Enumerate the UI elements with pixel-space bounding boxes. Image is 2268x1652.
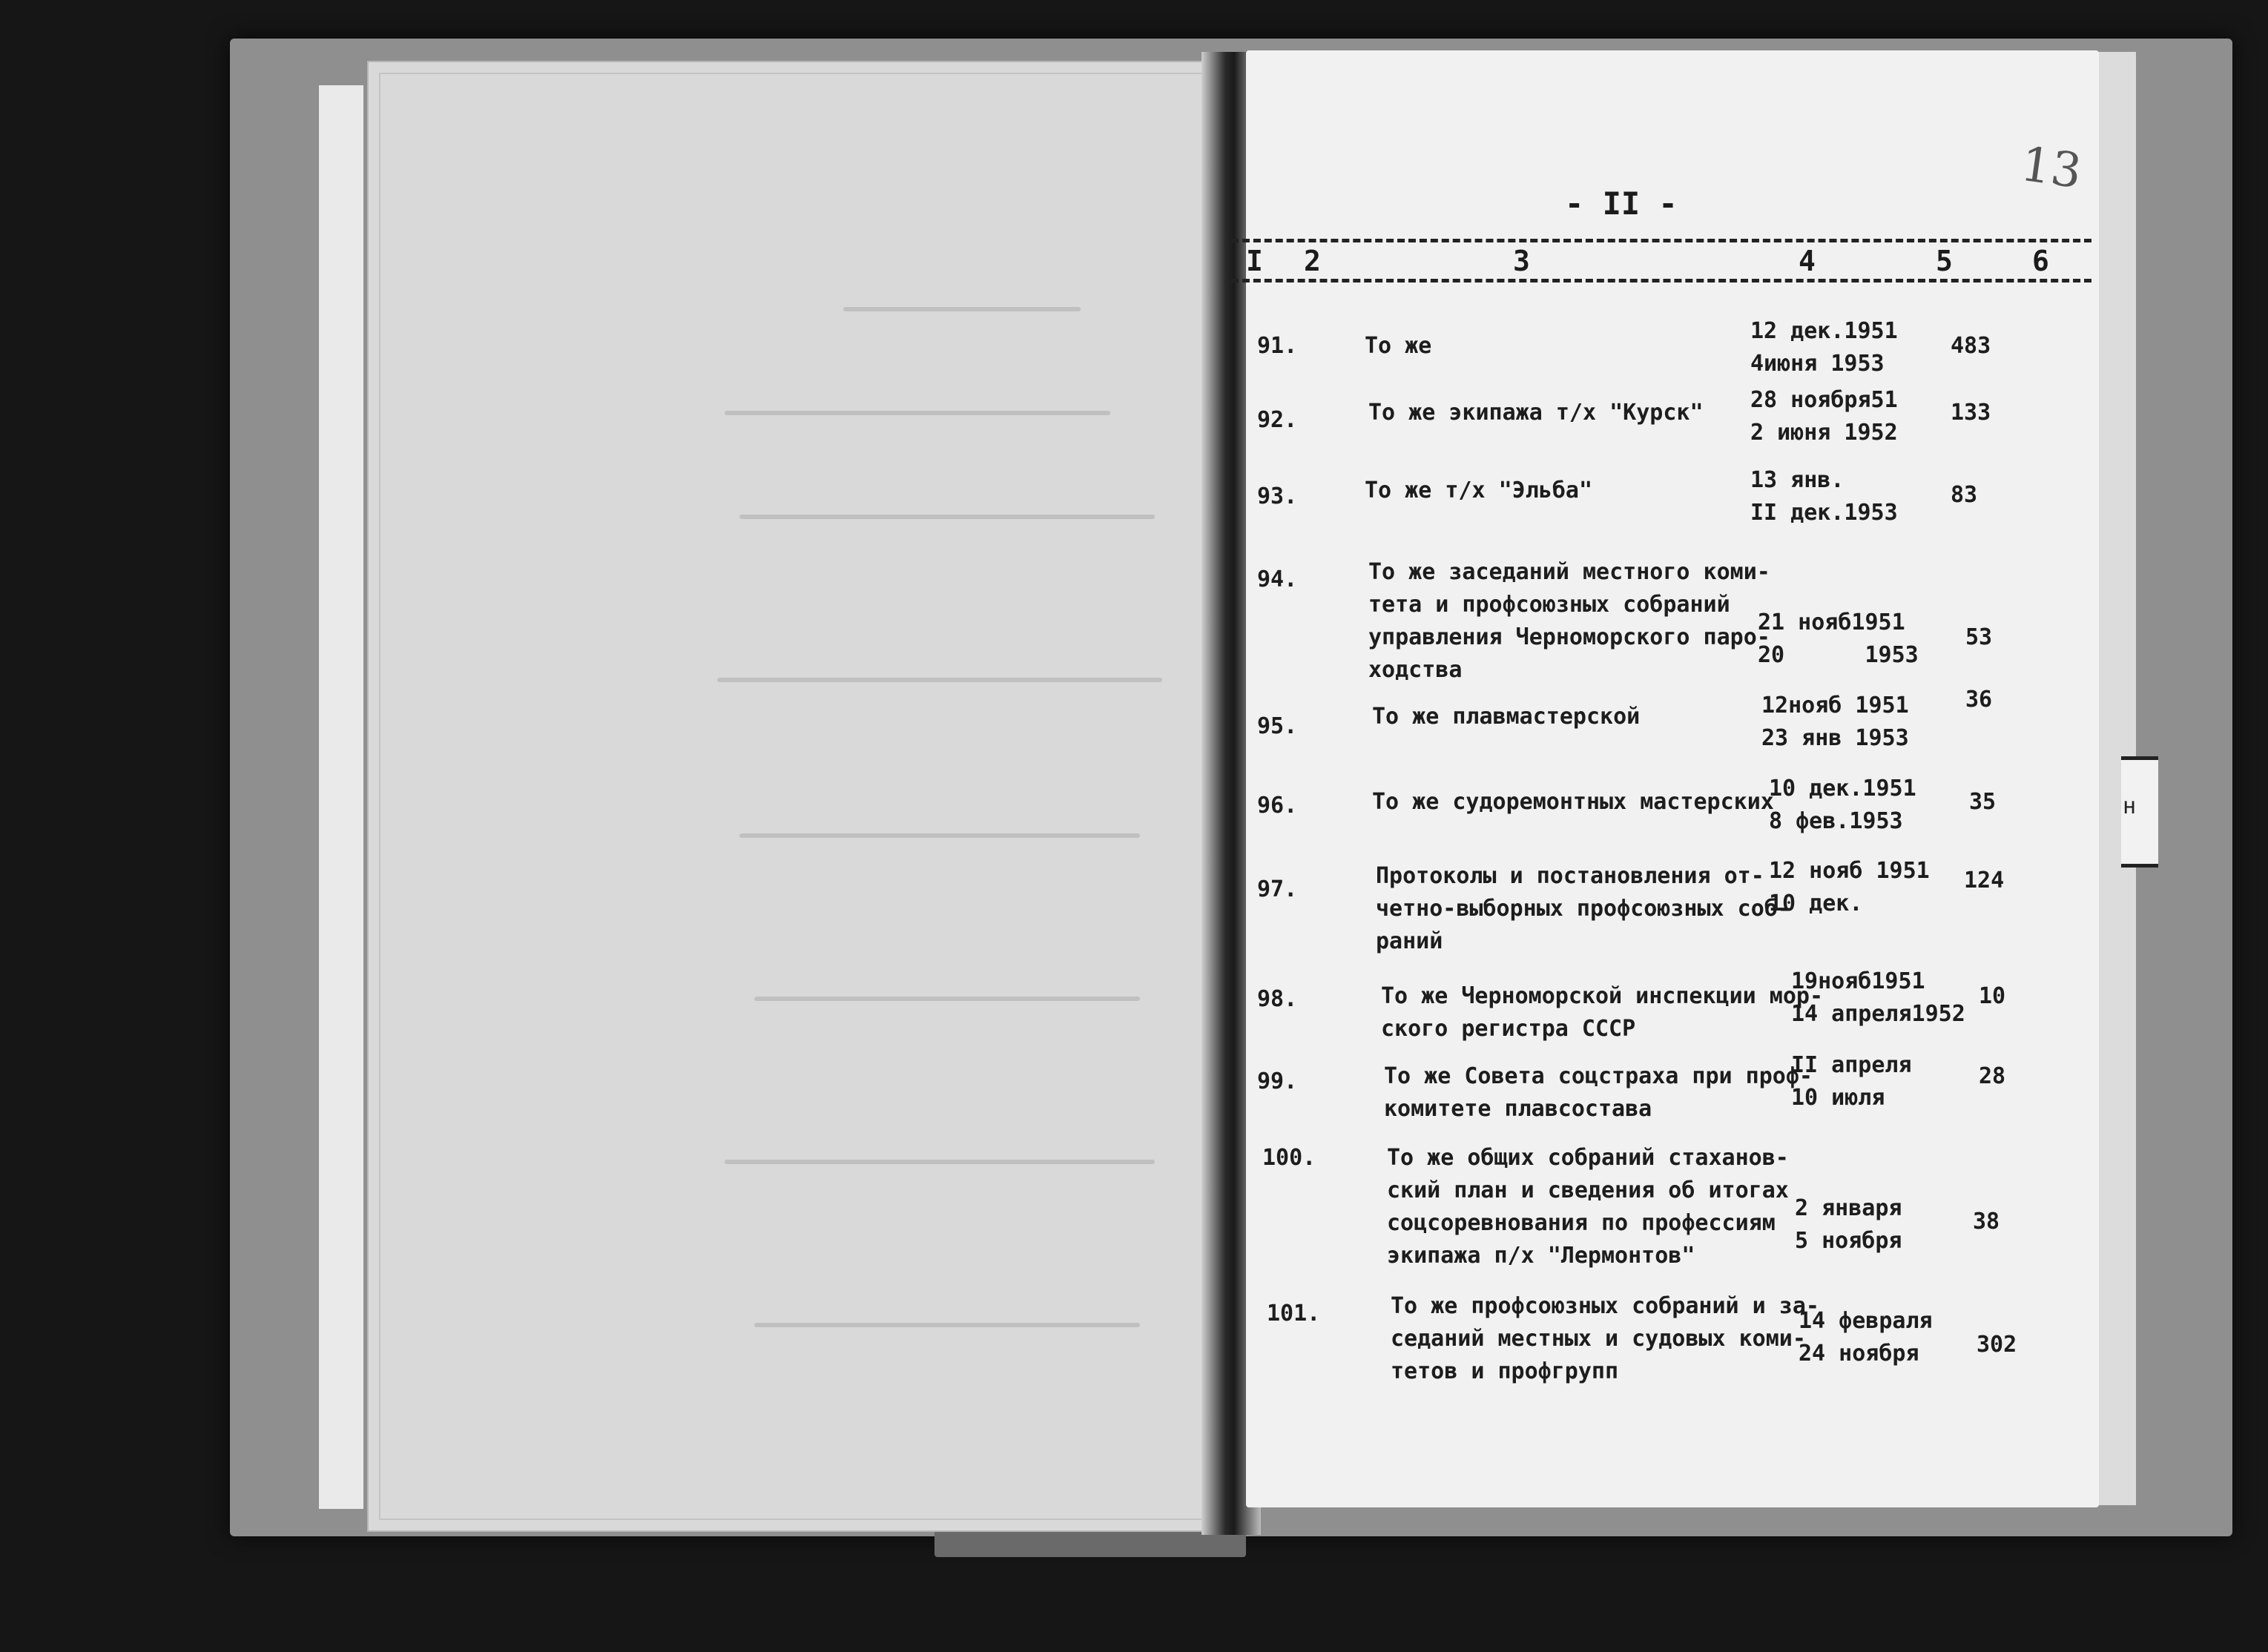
bleed-through-line [725,411,1110,415]
row-dates: 13 янв. II дек.1953 [1750,467,1898,526]
column-header-3: 3 [1513,245,1530,277]
row-number: 91. [1257,333,1298,359]
row-sheets: 36 [1965,687,1993,713]
column-header-1: I [1246,245,1263,277]
header-rule-top [1231,239,2091,242]
bleed-through-line [754,1323,1140,1327]
row-title: То же т/х "Эльба" [1365,478,1593,503]
page-number: - II - [1565,185,1678,222]
row-dates: 10 дек.1951 8 фев.1953 [1769,776,1916,834]
left-page-edges [319,85,363,1509]
row-title: То же [1365,333,1432,359]
header-rule-bottom [1231,279,2091,283]
row-number: 98. [1257,986,1298,1012]
left-page-border [379,73,1215,1520]
row-number: 96. [1257,793,1298,819]
row-sheets: 35 [1969,789,1997,815]
row-title: То же Черноморской инспекции мор- ского регистра СССР [1381,983,1824,1042]
bleed-through-line [754,997,1140,1001]
row-number: 93. [1257,483,1298,509]
handwritten-folio-number: 13 [2017,136,2086,200]
row-sheets: 53 [1965,624,1993,650]
row-number: 100. [1262,1145,1316,1171]
row-number: 97. [1257,876,1298,902]
row-title: То же плавмастерской [1372,704,1641,730]
row-title: То же профсоюзных собраний и за- седаний местных и судовых коми- тетов и профгрупп [1391,1293,1819,1384]
row-number: 101. [1267,1301,1321,1326]
bleed-through-line [739,515,1155,519]
bleed-through-line [725,1160,1155,1164]
right-page [1246,50,2099,1507]
bleed-through-line [739,833,1140,838]
row-dates: 28 ноября51 2 июня 1952 [1750,387,1898,446]
row-dates: 2 января 5 ноября [1795,1195,1902,1254]
row-sheets: 483 [1951,333,1991,359]
row-number: 99. [1257,1068,1298,1094]
row-number: 92. [1257,407,1298,433]
row-title: Протоколы и постановления от- четно-выборных профсоюзных соб- раний [1376,863,1791,954]
bleed-through-line [717,678,1162,682]
row-dates: 12 нояб 1951 10 дек. [1769,858,1930,916]
left-page-blank [367,61,1227,1532]
row-dates: 14 февраля 24 ноября [1799,1308,1933,1367]
row-title: То же судоремонтных мастерских [1372,789,1774,815]
row-sheets: 38 [1973,1209,2000,1235]
row-dates: 12нояб 1951 23 янв 1953 [1761,693,1909,751]
row-sheets: 10 [1979,983,2006,1009]
folder-spine [934,1527,1246,1557]
row-sheets: 83 [1951,482,1978,508]
row-title: То же Совета соцстраха при проф- комитете плавсостава [1384,1063,1813,1122]
column-header-4: 4 [1799,245,1816,277]
row-dates: 21 нояб1951 20 1953 [1758,609,1919,668]
row-sheets: 124 [1964,868,2005,893]
row-dates: II апреля 10 июля [1791,1052,1912,1111]
column-header-2: 2 [1304,245,1321,277]
row-dates: 19нояб1951 14 апреля1952 [1791,968,1965,1027]
row-number: 94. [1257,566,1298,592]
row-title: То же экипажа т/х "Курск" [1368,400,1704,426]
bleed-through-line [843,307,1081,311]
row-sheets: 133 [1951,400,1991,426]
column-header-5: 5 [1936,245,1953,277]
row-title: То же заседаний местного коми- тета и профсоюзных собраний управления Черноморского паро- ходства [1368,559,1770,683]
row-sheets: 28 [1979,1063,2006,1089]
index-tab-letter: н [2123,793,2137,819]
row-dates: 12 дек.1951 4июня 1953 [1750,318,1898,377]
row-number: 95. [1257,713,1298,739]
column-header-6: 6 [2032,245,2049,277]
row-sheets: 302 [1977,1332,2017,1358]
row-title: То же общих собраний стаханов- ский план и сведения об итогах соцсоревнования по профессиям экипажа п/х "Лермонтов" [1387,1145,1789,1269]
